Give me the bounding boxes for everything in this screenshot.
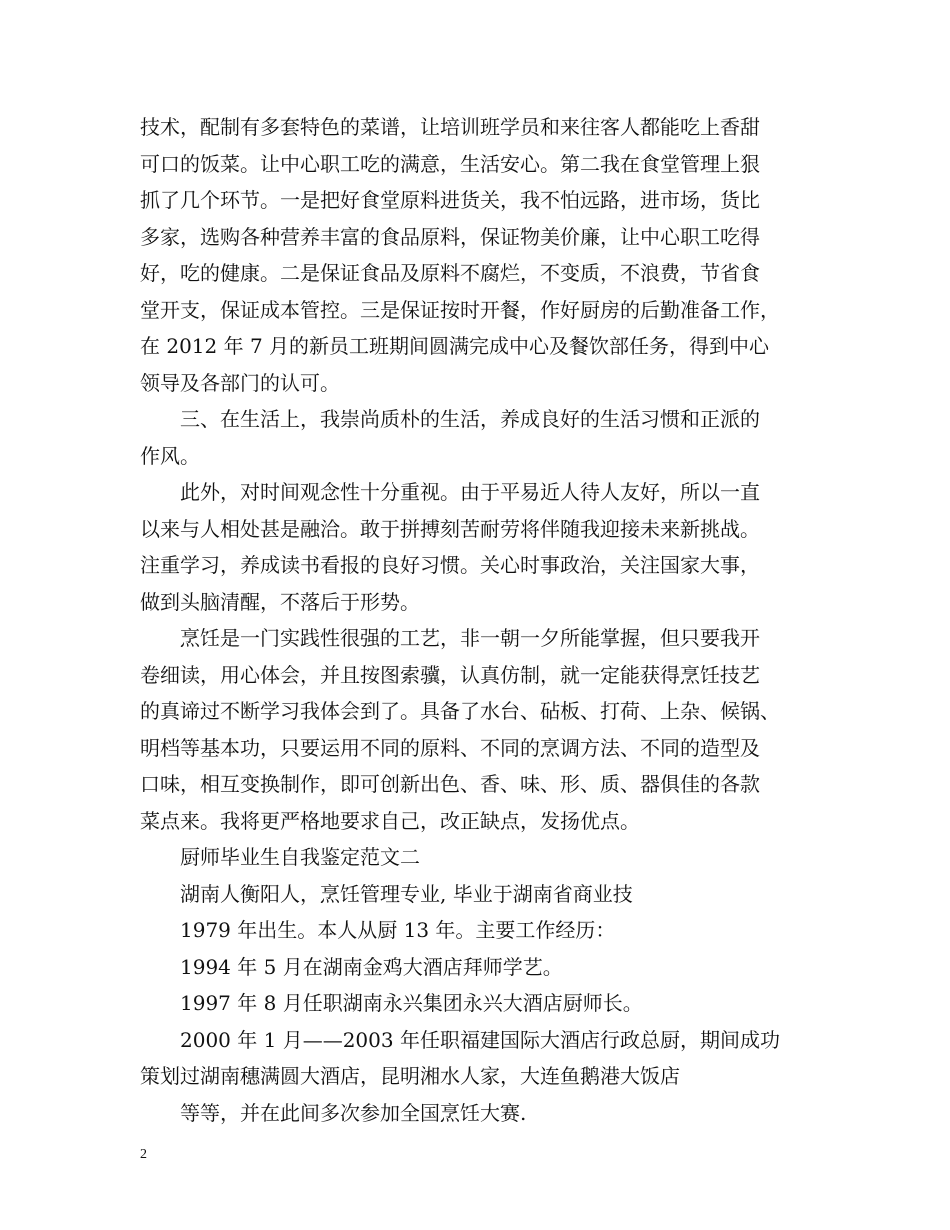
text-line: 可口的饭菜。让中心职工吃的满意，生活安心。第二我在食堂管理上狠 — [140, 151, 760, 176]
text-line: 1979 年出生。本人从厨 13 年。主要工作经历： — [180, 918, 616, 942]
text-line: 1997 年 8 月任职湖南永兴集团永兴大酒店厨师长。 — [180, 991, 643, 1015]
text-line: 湖南人衡阳人，烹饪管理专业, 毕业于湖南省商业技 — [180, 881, 633, 906]
text-line: 好，吃的健康。二是保证食品及原料不腐烂，不变质，不浪费，节省食 — [140, 261, 760, 285]
text-line: 策划过湖南穗满圆大酒店，昆明湘水人家，大连鱼鹅港大饭店 — [140, 1064, 680, 1088]
page-number: 2 — [140, 1147, 147, 1162]
text-line: 做到头脑清醒，不落后于形势。 — [140, 589, 420, 614]
text-line: 烹饪是一门实践性很强的工艺，非一朝一夕所能掌握，但只要我开 — [180, 626, 760, 650]
text-line: 此外，对时间观念性十分重视。由于平易近人待人友好，所以一直 — [180, 480, 760, 504]
text-line: 在 2012 年 7 月的新员工班期间圆满完成中心及餐饮部任务，得到中心 — [140, 334, 770, 358]
text-line: 领导及各部门的认可。 — [140, 370, 340, 395]
text-line: 卷细读，用心体会，并且按图索骥，认真仿制，就一定能获得烹饪技艺 — [140, 662, 760, 687]
text-line: 明档等基本功，只要运用不同的原料、不同的烹调方法、不同的造型及 — [140, 735, 760, 760]
text-line: 抓了几个环节。一是把好食堂原料进货关，我不怕远路，进市场，货比 — [140, 188, 760, 212]
document-body — [140, 109, 830, 1131]
text-line: 菜点来。我将更严格地要求自己，改正缺点，发扬优点。 — [140, 808, 640, 833]
text-line: 以来与人相处甚是融洽。敢于拼搏刻苦耐劳将伴随我迎接未来新挑战。 — [140, 516, 760, 541]
text-line: 多家，选购各种营养丰富的食品原料，保证物美价廉，让中心职工吃得 — [140, 224, 760, 249]
text-line: 厨师毕业生自我鉴定范文二 — [180, 845, 420, 869]
text-line: 1994 年 5 月在湖南金鸡大酒店拜师学艺。 — [180, 954, 563, 979]
text-line: 2000 年 1 月——2003 年任职福建国际大酒店行政总厨，期间成功 — [180, 1027, 780, 1052]
text-line: 作风。 — [140, 443, 200, 468]
text-line: 三、在生活上，我崇尚质朴的生活，养成良好的生活习惯和正派的 — [180, 407, 760, 431]
text-line: 堂开支，保证成本管控。三是保证按时开餐，作好厨房的后勤准备工作， — [140, 297, 780, 322]
text-line: 技术，配制有多套特色的菜谱，让培训班学员和来往客人都能吃上香甜 — [140, 115, 760, 139]
text-line: 的真谛过不断学习我体会到了。具备了水台、砧板、打荷、上杂、候锅、 — [140, 699, 780, 723]
text-line: 口味，相互变换制作，即可创新出色、香、味、形、质、器俱佳的各款 — [140, 772, 760, 796]
text-line: 注重学习，养成读书看报的良好习惯。关心时事政治，关注国家大事， — [140, 553, 760, 577]
text-line: 等等，并在此间多次参加全国烹饪大赛. — [180, 1100, 527, 1125]
